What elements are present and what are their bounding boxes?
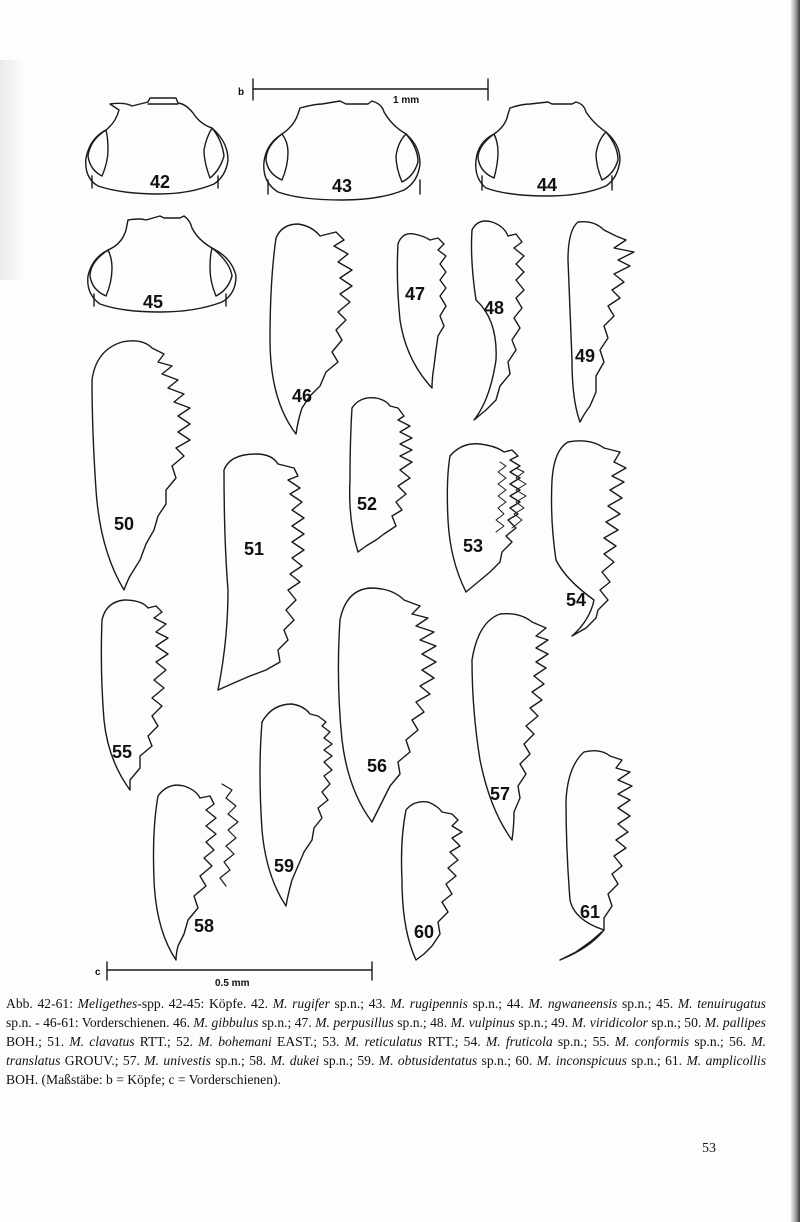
- caption-species-author: sp.n.; 49.: [514, 1015, 572, 1030]
- caption-species-author: EAST.; 53.: [271, 1034, 345, 1049]
- caption-species-author: sp.n.; 44.: [467, 996, 529, 1011]
- caption-species-author: BOH.; 51.: [6, 1034, 70, 1049]
- tibia-drawing-54: [552, 441, 627, 636]
- page-number: 53: [702, 1141, 716, 1156]
- caption-species-name: M. univestis: [144, 1053, 211, 1068]
- figure-number-43: 43: [332, 176, 353, 196]
- figure-number-51: 51: [244, 539, 265, 559]
- figure-number-58: 58: [194, 916, 215, 936]
- caption-genus: Meligethes: [77, 996, 138, 1011]
- figure-number-59: 59: [274, 856, 295, 876]
- tibia-drawing-52: [350, 398, 412, 552]
- caption-species-name: M. rugipennis: [390, 996, 468, 1011]
- figure-number-54: 54: [566, 590, 587, 610]
- caption-species-author: sp.n.; 56.: [689, 1034, 752, 1049]
- tibia-drawing-49: [568, 222, 634, 422]
- figure-number-56: 56: [367, 756, 388, 776]
- figure-number-48: 48: [484, 298, 505, 318]
- caption-species-author: sp.n.; 61.: [626, 1053, 687, 1068]
- figure-number-53: 53: [463, 536, 484, 556]
- figure-number-50: 50: [114, 514, 135, 534]
- caption-species-name: M. perpusillus: [315, 1015, 394, 1030]
- figure-number-61: 61: [580, 902, 601, 922]
- caption-species-name: M. tenuirugatus: [677, 996, 766, 1011]
- figure-number-47: 47: [405, 284, 426, 304]
- caption-species-author: BOH. (Maßstäbe: b = Köpfe; c = Vorderschienen).: [6, 1072, 281, 1087]
- caption-species-name: M. reticulatus: [344, 1034, 423, 1049]
- figure-number-57: 57: [490, 784, 511, 804]
- caption-lead: Abb. 42-61:: [6, 996, 78, 1011]
- figure-number-45: 45: [143, 292, 164, 312]
- figure-number-55: 55: [112, 742, 133, 762]
- caption-species-name: M. rugifer: [272, 996, 330, 1011]
- caption-species-name: M. bohemani: [198, 1034, 272, 1049]
- tibia-drawing-61: [560, 751, 632, 960]
- tibia-drawing-53: [447, 444, 526, 592]
- figure-number-46: 46: [292, 386, 313, 406]
- caption-species-author: sp.n.; 55.: [552, 1034, 615, 1049]
- caption-species-name: M. translatus: [6, 1034, 766, 1068]
- scale-bar-c-label: 0.5 mm: [215, 978, 250, 989]
- caption-species-author: RTT.; 52.: [134, 1034, 199, 1049]
- scale-bar-b: [238, 79, 488, 106]
- caption-species-name: M. ngwaneensis: [528, 996, 618, 1011]
- caption-species-author: sp.n. - 46-61: Vorderschienen. 46.: [6, 1015, 194, 1030]
- caption-species-author: sp.n.; 50.: [647, 1015, 705, 1030]
- caption-after-genus: -spp. 42-45: Köpfe. 42.: [137, 996, 273, 1011]
- figure-number-42: 42: [150, 172, 171, 192]
- caption-species-author: RTT.; 54.: [422, 1034, 486, 1049]
- caption-species-author: sp.n.; 48.: [393, 1015, 451, 1030]
- caption-species-name: M. clavatus: [69, 1034, 135, 1049]
- tibia-drawing-59: [260, 704, 332, 906]
- caption-species-author: sp.n.; 60.: [477, 1053, 537, 1068]
- caption-species-name: M. amplicollis: [686, 1053, 766, 1068]
- caption-species-name: M. vulpinus: [450, 1015, 515, 1030]
- scale-bar-c: [95, 962, 372, 989]
- tibia-drawing-56: [338, 588, 436, 822]
- figure-caption: [6, 994, 766, 1089]
- scale-bar-b-letter: b: [238, 87, 245, 98]
- tibia-drawing-58: [154, 784, 239, 960]
- tibia-drawing-48: [472, 221, 525, 420]
- caption-species-name: M. dukei: [270, 1053, 320, 1068]
- caption-species-name: M. inconspicuus: [536, 1053, 627, 1068]
- tibia-drawing-60: [402, 802, 463, 960]
- caption-species-name: M. viridicolor: [571, 1015, 648, 1030]
- tibia-drawing-50: [92, 341, 190, 590]
- tibia-drawing-46: [270, 224, 352, 434]
- caption-species-author: sp.n.; 59.: [319, 1053, 379, 1068]
- head-drawing-45: [88, 216, 236, 312]
- tibia-drawing-55: [101, 600, 168, 790]
- caption-species-author: sp.n.; 47.: [258, 1015, 316, 1030]
- figure-number-60: 60: [414, 922, 435, 942]
- caption-species-author: sp.n.; 43.: [329, 996, 391, 1011]
- caption-species-name: M. fruticola: [485, 1034, 553, 1049]
- caption-species-author: sp.n.; 45.: [617, 996, 678, 1011]
- caption-species-name: M. pallipes: [704, 1015, 766, 1030]
- head-drawing-43: [264, 101, 420, 200]
- caption-species-name: M. conformis: [614, 1034, 690, 1049]
- scale-bar-c-letter: c: [95, 967, 101, 978]
- scale-bar-b-label: 1 mm: [393, 95, 420, 106]
- caption-species-author: sp.n.; 58.: [210, 1053, 271, 1068]
- caption-species-name: M. obtusidentatus: [378, 1053, 478, 1068]
- tibia-drawing-51: [218, 454, 304, 690]
- figure-number-52: 52: [357, 494, 378, 514]
- figure-number-49: 49: [575, 346, 596, 366]
- caption-species-name: M. gibbulus: [193, 1015, 259, 1030]
- tibia-drawing-47: [397, 234, 446, 388]
- head-drawing-44: [476, 102, 620, 196]
- head-drawing-42: [86, 98, 228, 194]
- caption-species-author: GROUV.; 57.: [60, 1053, 145, 1068]
- figure-number-44: 44: [537, 175, 558, 195]
- tibia-drawing-57: [472, 614, 548, 840]
